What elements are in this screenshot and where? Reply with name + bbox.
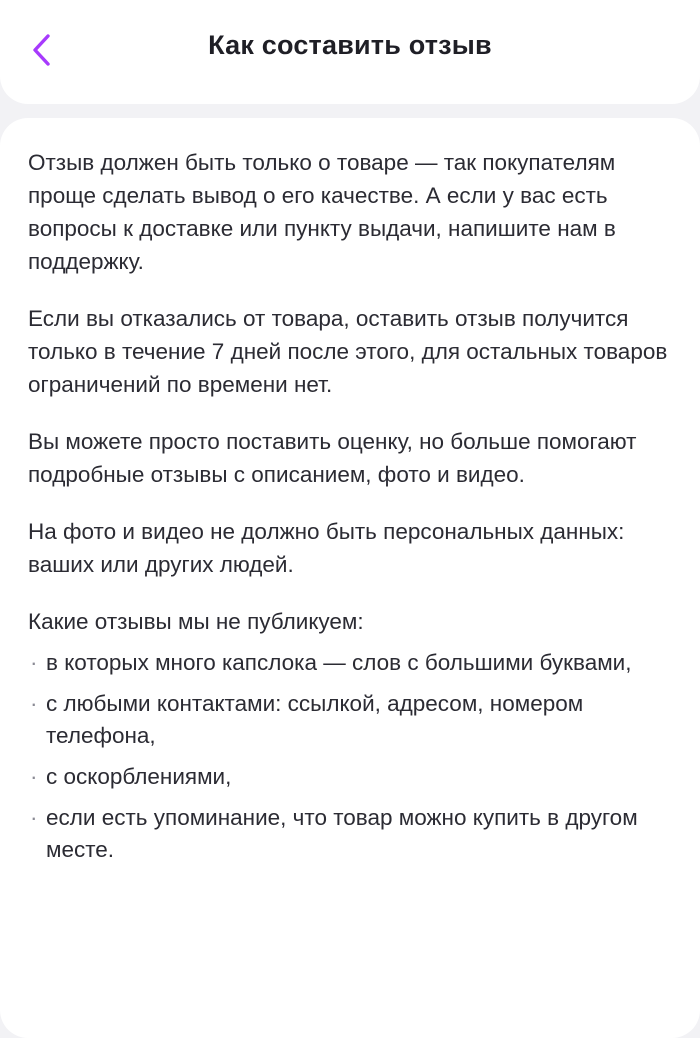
content-card: [0, 118, 700, 1038]
list-item: [28, 647, 672, 679]
paragraph-personal-data: На фото и видео не должно быть персональных данных: ваших или других людей.: [28, 519, 625, 577]
bullet-icon: ·: [30, 764, 38, 789]
list-title: Какие отзывы мы не публикуем:: [28, 609, 364, 634]
list-item: [28, 688, 672, 752]
bullet-icon: ·: [30, 650, 38, 675]
bullet-icon: ·: [30, 805, 38, 830]
list-item-text: с любыми контактами: ссылкой, адресом, номером телефона,: [46, 691, 584, 748]
list-item-text: если есть упоминание, что товар можно купить в другом месте.: [46, 805, 638, 862]
list-item-text: в которых много капслока — слов с большими буквами,: [46, 650, 632, 675]
paragraph-review-scope: Отзыв должен быть только о товаре — так покупателям проще сделать вывод о его качестве. А если у вас есть вопросы к доставке или пункту выдачи, напишите нам в поддержку.: [28, 150, 616, 274]
list-item: [28, 761, 672, 793]
not-published-list: [28, 647, 672, 866]
top-bar: [0, 0, 700, 104]
list-item-text: с оскорблениями,: [46, 764, 232, 789]
bullet-icon: ·: [30, 691, 38, 716]
list-item: [28, 802, 672, 866]
paragraph-refusal-deadline: Если вы отказались от товара, оставить отзыв получится только в течение 7 дней после этого, для остальных товаров ограничений по времени нет.: [28, 306, 668, 397]
page-title: Как составить отзыв: [208, 30, 492, 60]
paragraph-rating-tips: Вы можете просто поставить оценку, но больше помогают подробные отзывы с описанием, фото и видео.: [28, 429, 637, 487]
